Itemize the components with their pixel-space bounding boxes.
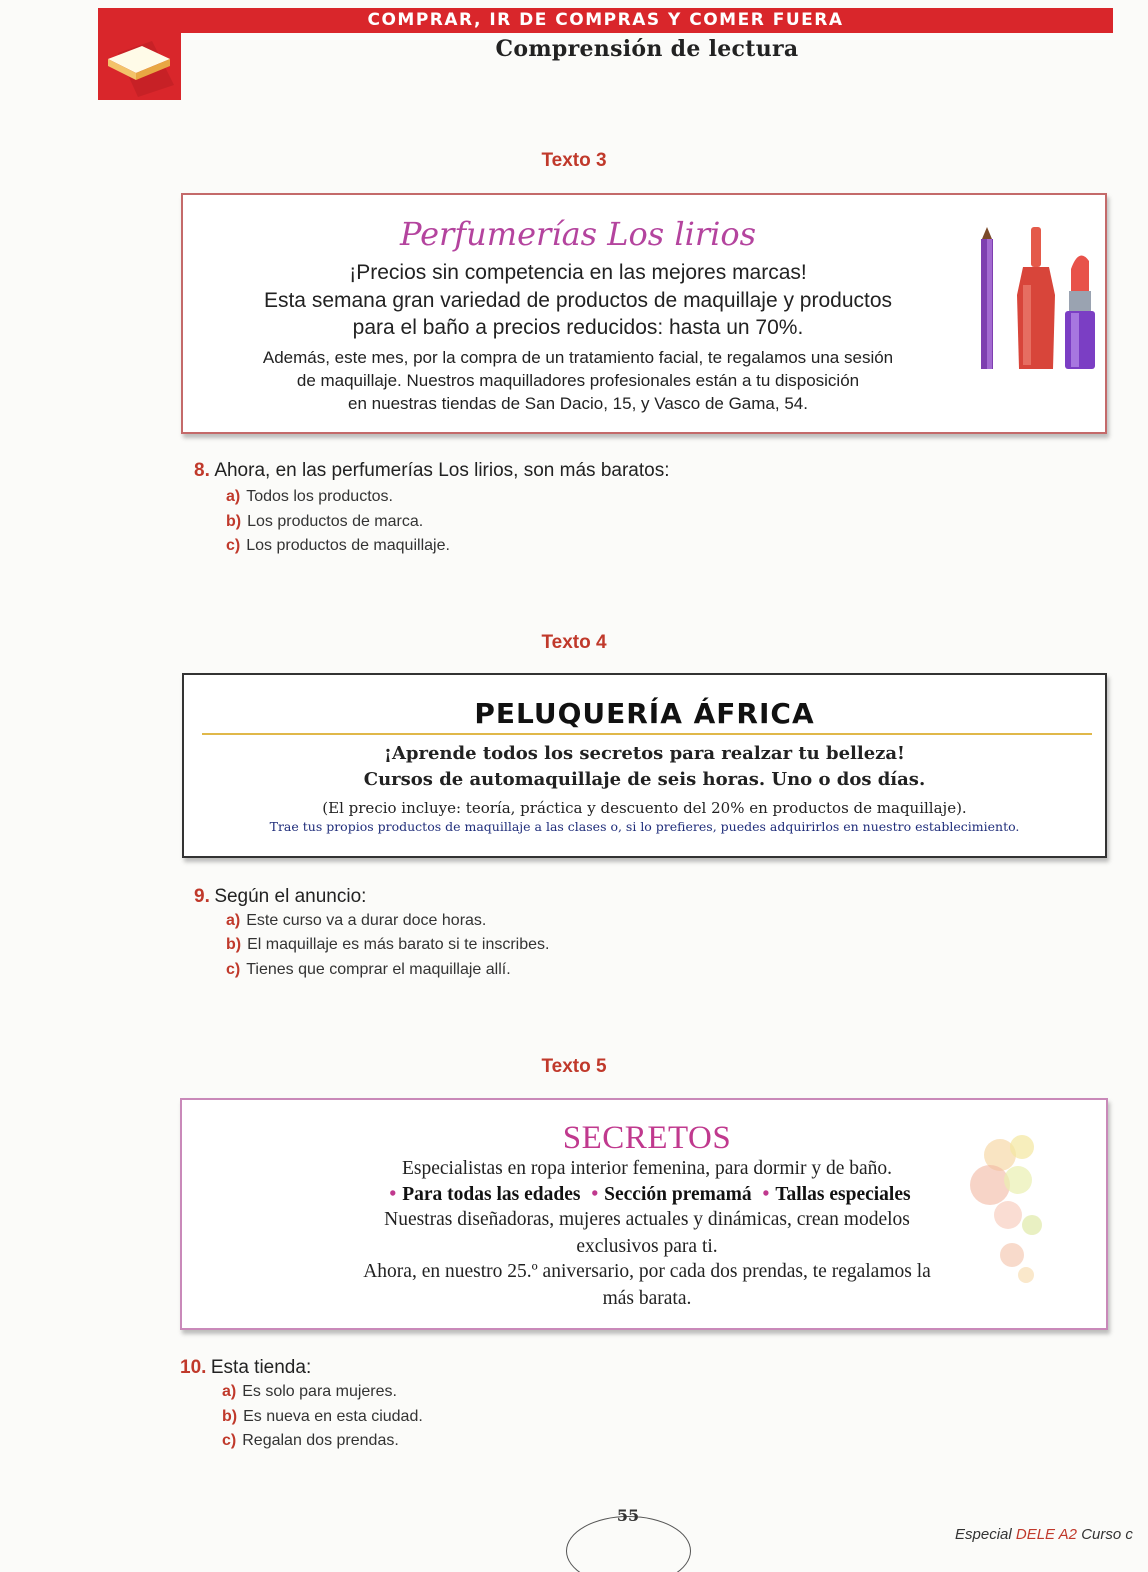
option-8a[interactable]: a) Todos los productos. bbox=[226, 488, 393, 505]
ad-brand-peluqueria: PELUQUERÍA ÁFRICA bbox=[474, 697, 815, 730]
bullet-edades: Para todas las edades bbox=[402, 1184, 581, 1205]
texto-5-label: Texto 5 bbox=[541, 1056, 607, 1077]
question-10 bbox=[180, 1357, 311, 1379]
bullet-premama: Sección premamá bbox=[604, 1184, 752, 1205]
ad-line: (El precio incluye: teoría, práctica y descuento del 20% en productos de maquillaje). bbox=[322, 799, 967, 817]
series-title bbox=[955, 1526, 1133, 1543]
ad-line: Ahora, en nuestro 25.º aniversario, por cada dos prendas, te regalamos la bbox=[363, 1261, 931, 1282]
ad-peluqueria-africa bbox=[182, 673, 1107, 858]
ad-line: Trae tus propios productos de maquillaje a las clases o, si lo prefieres, puedes adquirirlos en nuestro establecimiento. bbox=[269, 819, 1020, 834]
series-prefix: Especial bbox=[955, 1526, 1012, 1543]
option-10a[interactable]: a) Es solo para mujeres. bbox=[222, 1383, 397, 1400]
series-accent: DELE A2 bbox=[1015, 1526, 1078, 1543]
ad-line: Cursos de automaquillaje de seis horas. Uno o dos días. bbox=[363, 769, 926, 790]
ad-line: Nuestras diseñadoras, mujeres actuales y dinámicas, crean modelos bbox=[384, 1209, 910, 1230]
cosmetics-icon bbox=[973, 225, 1103, 375]
divider bbox=[202, 733, 1092, 735]
question-stem: Según el anuncio: bbox=[214, 886, 367, 907]
book-icon bbox=[98, 33, 181, 100]
ad-line: Especialistas en ropa interior femenina, para dormir y de baño. bbox=[401, 1158, 893, 1179]
ad-line: más barata. bbox=[602, 1288, 692, 1309]
option-10b[interactable]: b) Es nueva en esta ciudad. bbox=[222, 1408, 423, 1425]
ad-line: ¡Precios sin competencia en las mejores marcas! bbox=[349, 261, 807, 284]
option-10c[interactable]: c) Regalan dos prendas. bbox=[222, 1432, 399, 1449]
ad-line: Además, este mes, por la compra de un tratamiento facial, te regalamos una sesión bbox=[262, 348, 894, 367]
option-8c[interactable]: c) Los productos de maquillaje. bbox=[226, 537, 450, 554]
option-9c[interactable]: c) Tienes que comprar el maquillaje allí. bbox=[226, 961, 511, 978]
ad-line: ¡Aprende todos los secretos para realzar tu belleza! bbox=[384, 743, 905, 764]
floral-silhouette-icon bbox=[960, 1125, 1070, 1295]
ad-secretos bbox=[180, 1098, 1108, 1330]
question-8 bbox=[194, 460, 669, 482]
bullet-tallas: Tallas especiales bbox=[775, 1184, 911, 1205]
ad-line: para el baño a precios reducidos: hasta un 70%. bbox=[352, 316, 804, 339]
ad-line: Esta semana gran variedad de productos de maquillaje y productos bbox=[263, 289, 893, 312]
question-number: 10. bbox=[180, 1357, 207, 1378]
page-subtitle: Comprensión de lectura bbox=[495, 36, 799, 62]
book-icon-tile bbox=[98, 33, 181, 100]
option-8b[interactable]: b) Los productos de marca. bbox=[226, 513, 424, 530]
ad-line: en nuestras tiendas de San Dacio, 15, y Vasco de Gama, 54. bbox=[348, 394, 808, 413]
question-stem: Ahora, en las perfumerías Los lirios, son más baratos: bbox=[214, 460, 670, 481]
series-suffix: Curso c bbox=[1081, 1526, 1133, 1543]
ad-perfumerias-los-lirios bbox=[181, 193, 1107, 434]
question-9 bbox=[194, 886, 366, 908]
page-number: 55 bbox=[616, 1506, 640, 1525]
texto-3-label: Texto 3 bbox=[541, 150, 607, 171]
texto-4-label: Texto 4 bbox=[541, 632, 607, 653]
option-9a[interactable]: a) Este curso va a durar doce horas. bbox=[226, 912, 487, 929]
option-9b[interactable]: b) El maquillaje es más barato si te inscribes. bbox=[226, 936, 550, 953]
section-title-bar: COMPRAR, IR DE COMPRAS Y COMER FUERA bbox=[98, 8, 1113, 33]
ad-line: exclusivos para ti. bbox=[576, 1236, 718, 1257]
ad-bullets: • Para todas las edades • Sección premamá • Tallas especiales bbox=[389, 1184, 911, 1205]
ad-line: de maquillaje. Nuestros maquilladores profesionales están a tu disposición bbox=[296, 371, 860, 390]
question-stem: Esta tienda: bbox=[210, 1357, 312, 1378]
question-number: 9. bbox=[194, 886, 210, 907]
question-number: 8. bbox=[194, 460, 210, 481]
ad-brand-perfumerias: Perfumerías Los lirios bbox=[399, 215, 757, 253]
ad-brand-secretos: SECRETOS bbox=[562, 1120, 732, 1156]
